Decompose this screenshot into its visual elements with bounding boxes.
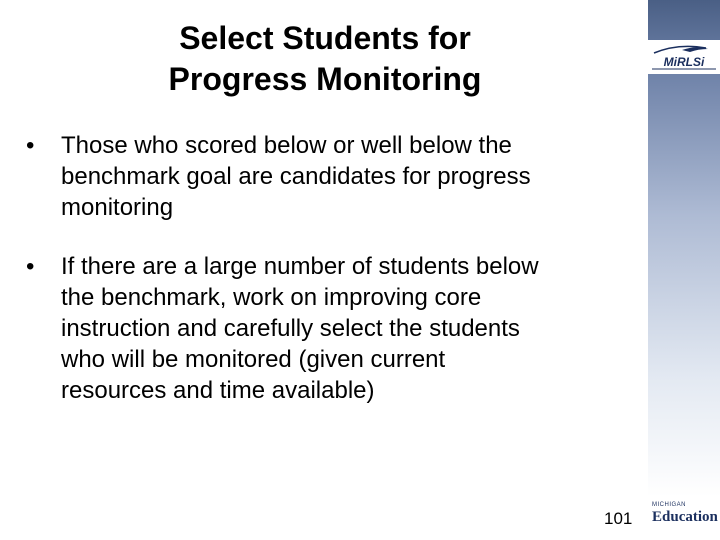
title-line: Select Students for bbox=[179, 20, 471, 56]
bullet-list bbox=[26, 130, 626, 434]
bullet-line: instruction and carefully select the students bbox=[61, 315, 520, 342]
mirlsi-logo bbox=[648, 40, 720, 74]
bullet-icon: • bbox=[26, 253, 35, 280]
bullet-item bbox=[26, 130, 626, 223]
page-number: 101 bbox=[604, 509, 633, 528]
decorative-sidebar bbox=[648, 0, 720, 540]
bullet-line: Those who scored below or well below the bbox=[61, 132, 512, 159]
title-line: Progress Monitoring bbox=[168, 61, 482, 97]
bullet-text bbox=[61, 251, 626, 406]
bullet-line: monitoring bbox=[61, 194, 174, 221]
education-logo-text: Education bbox=[652, 509, 718, 525]
bullet-icon: • bbox=[26, 132, 35, 159]
bullet-item bbox=[26, 251, 626, 406]
bullet-line: resources and time available) bbox=[61, 377, 375, 404]
bullet-line: who will be monitored (given current bbox=[61, 346, 446, 373]
bullet-line: benchmark goal are candidates for progress bbox=[61, 163, 531, 190]
michigan-logo-text: MICHIGAN bbox=[652, 502, 686, 508]
bullet-line: the benchmark, work on improving core bbox=[61, 284, 482, 311]
mirlsi-logo-text: MiRLSi bbox=[663, 55, 705, 69]
bullet-line: If there are a large number of students below bbox=[61, 253, 539, 280]
slide-title bbox=[100, 18, 550, 100]
michigan-education-logo bbox=[652, 502, 718, 530]
bullet-text bbox=[61, 130, 626, 223]
